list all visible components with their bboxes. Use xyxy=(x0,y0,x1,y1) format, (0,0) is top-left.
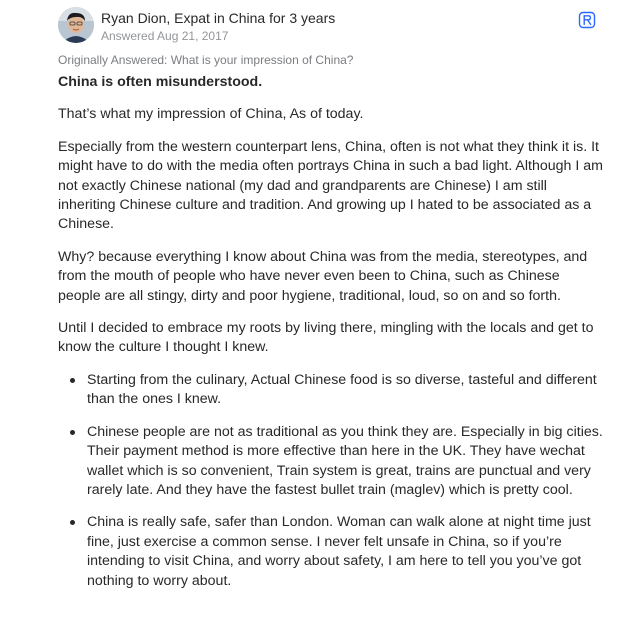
answered-date[interactable]: Answered Aug 21, 2017 xyxy=(101,29,229,43)
bullet-item xyxy=(87,423,606,501)
author-avatar[interactable] xyxy=(58,7,94,43)
answer-paragraph: Why? because everything I know about China was from the media, stereotypes, and from the mouth of people who have never even been to China, such as Chinese people are all stingy, dirty and poor hygiene, traditional, loud, so on and so forth. xyxy=(58,248,588,304)
bullet-text: China is really safe, safer than London. Woman can walk alone at night time just fine, just exercise a common sense. I never felt unsafe in China, so if you’re intending to visit China, and worry about safety, I am here to tell you you’ve got nothing to worry about. xyxy=(87,514,591,589)
answer-paragraph: That’s what my impression of China, As of today. xyxy=(58,106,364,123)
bullet-text: Chinese people are not as traditional as you think they are. Especially in big cities. Their payment method is more effective than here in the UK. They have wechat wallet which is so convenient, Train system is great, trains are punctual and very rarely late. And they have the fastest bullet train (maglev) which is pretty cool. xyxy=(87,423,603,498)
bullet-dot-icon xyxy=(70,520,75,525)
answer-heading: China is often misunderstood. xyxy=(58,74,263,90)
answer-paragraph: Until I decided to embrace my roots by living there, mingling with the locals and get to know the culture I thought I knew. xyxy=(58,320,594,356)
bookmark-button[interactable] xyxy=(574,7,600,33)
bullet-item xyxy=(87,371,606,410)
bookmark-icon xyxy=(578,11,596,29)
answer-body xyxy=(58,73,606,604)
author-name-line[interactable]: Ryan Dion, Expat in China for 3 years xyxy=(101,10,336,26)
answer-paragraph: Especially from the western counterpart lens, China, often is not what they think it is. It might have to do with the media often portrays China in such a bad light. Although I am not exactly Chinese national (my dad and grandparents are Chinese) I am still inheriting Chinese culture and tradition. And growing up I hated to be associated as a Chinese. xyxy=(58,138,603,233)
bullet-item xyxy=(87,513,606,591)
bullet-dot-icon xyxy=(70,378,75,383)
bullet-dot-icon xyxy=(70,430,75,435)
answer-bullet-list xyxy=(58,371,606,591)
originally-answered-question[interactable]: Originally Answered: What is your impression of China? xyxy=(58,53,354,67)
answer-header xyxy=(58,7,598,47)
avatar-image xyxy=(58,7,94,43)
bullet-text: Starting from the culinary, Actual Chinese food is so diverse, tasteful and different than the ones I knew. xyxy=(87,371,597,408)
